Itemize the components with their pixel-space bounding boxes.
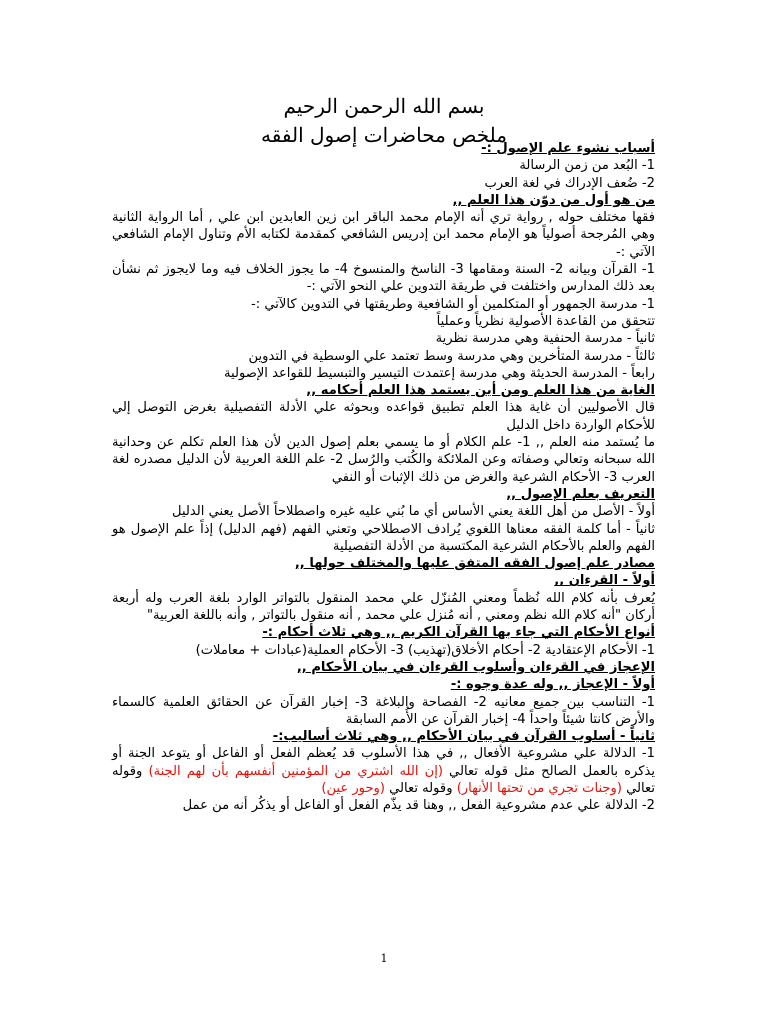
section-heading (112, 382, 655, 399)
section-heading (112, 140, 655, 157)
section-heading (112, 624, 655, 641)
text-segment: 1- الدلالة علي مشروعية الأفعال ,, في هذا الأسلوب قد يُعظم الفعل أو الفاعل أو يتوعد الجنة أو يذكره بالعمل الصالح مثل قوله تعالي (112, 746, 655, 779)
text-line (112, 209, 655, 261)
text-segment: ثانياً - مدرسة الحنفية وهي مدرسة نظرية (435, 331, 655, 347)
text-line (112, 330, 655, 347)
text-segment: ثالثاً - مدرسة المتأخرين وهي مدرسة وسط تعتمد علي الوسطية في التدوين (248, 348, 655, 364)
text-segment: التعريف بعلم الإصول ,, (506, 486, 655, 502)
text-line (112, 434, 655, 486)
basmala-title: بسم الله الرحمن الرحيم (283, 94, 485, 118)
section-heading (112, 728, 655, 745)
text-line (112, 399, 655, 434)
text-segment: من هو أول من دوّن هذا العلم ,, (452, 192, 655, 208)
text-segment: وقوله تعالي (112, 763, 655, 796)
text-segment: 2- ضُعف الإدراك في لغة العرب (484, 175, 655, 191)
quran-verse: (وحور عين) (321, 780, 385, 796)
section-heading (112, 659, 655, 676)
text-segment: أولاً - القرءان ,, (554, 573, 655, 589)
section-heading (112, 486, 655, 503)
text-line (112, 175, 655, 192)
text-line (112, 261, 655, 296)
section-heading (112, 555, 655, 572)
text-segment: رابعاً - المدرسة الحديثة وهي مدرسة إعتمدت التيسير والتبسيط للقواعد الإصولية (223, 365, 655, 381)
text-segment: 1- مدرسة الجمهور أو المتكلمين أو الشافعية وطريقتها في التدوين كالآتي :- (251, 296, 655, 312)
text-line (112, 348, 655, 365)
text-line (112, 642, 655, 659)
text-segment: 1- الأحكام الإعتقادية 2- أحكام الأخلاق(تهذيب) 3- الأحكام العملية(عبادات + معاملات) (195, 642, 655, 658)
text-segment: أنواع الأحكام التي جاء بها القرآن الكريم ,, وهي ثلاث أحكام :- (262, 625, 655, 641)
section-heading (112, 572, 655, 589)
quran-verse: (وجنات تجري من تحتها الأنهار) (456, 780, 622, 796)
text-segment: أولاً - الإعجاز ,, وله عدة وجوه :- (450, 677, 655, 693)
text-segment: فقها مختلف حوله , رواية تري أنه الإمام محمد الباقر ابن زين العابدين ابن علي , أما الرواية الثانية وهي المُرجحة أصولياً هو الإمام محمد ابن إدريس الشافعي كمقدمة لكتابه الأم وتناول الإمام الشافعي الآتي :- (112, 210, 655, 260)
text-segment: أسباب نشوء علم الإصول :- (481, 141, 655, 156)
text-line (112, 797, 655, 814)
quran-verse: (إن الله اشتري من المؤمنين أنفسهم بأن لهم الجنة) (148, 763, 443, 779)
text-segment: 2- الدلالة علي عدم مشروعية الفعل ,, وهنا قد يذّم الفعل أو الفاعل أو يذكُر أنه من عمل (182, 798, 655, 814)
text-segment: يُعرف بأنه كلام الله نُظماً ومعني المُنزّل علي محمد المنقول بالتواتر الوارد بلغة العرب وله أربعة أركان "أنه كلام الله نظم ومعني , أنه مُنزل علي محمد , أنه منقول بالتواتر , وأنه باللغة العربية" (112, 590, 655, 624)
text-line (112, 590, 655, 625)
text-segment: تتحقق من القاعدة الأصولية نظرياً وعملياً (436, 313, 655, 329)
text-segment: ثانياً - أما كلمة الفقه معناها اللغوي يُرادف الاصطلاحي وتعني الفهم (فهم الدليل) إذاً علم الإصول هو الفهم والعلم بالأحكام الشرعية المكتسبة من الأدلة التفصيلية (112, 521, 655, 554)
text-line (112, 313, 655, 330)
text-segment: 1- البُعد من زمن الرسالة (519, 158, 655, 174)
text-line (112, 157, 655, 174)
text-segment: الإعجاز في القرءان وأسلوب القرءان في بيان الأحكام ,, (296, 659, 655, 675)
text-segment: ما يُستمد منه العلم ,, 1- علم الكلام أو ما يسمي بعلم إصول الدين لأن هذا العلم تكلم عن وحدانية الله سبحانه وتعالي وصفاته وعن الملائكة والكُتب والرُسل 2- علم اللغة العربية لأن الدليل مصدره لغة العرب 3- الأحكام الشرعية والغرض من ذلك الإثبات أو النفي (112, 435, 655, 485)
text-segment: ثانياً - أسلوب القرآن في بيان الأحكام ,, وهي ثلاث أساليب:- (272, 729, 655, 745)
text-line (112, 694, 655, 729)
section-heading (112, 676, 655, 693)
text-line (112, 296, 655, 313)
text-line (112, 745, 655, 797)
text-segment: مصادر علم إصول الفقه المتفق عليها والمختلف حولها ,, (294, 556, 655, 572)
section-heading (112, 192, 655, 209)
text-line (112, 365, 655, 382)
document-title: ملخص محاضرات إصول الفقه (261, 123, 507, 147)
text-segment: 1- القرآن وبيانه 2- السنة ومقامها 3- الناسخ والمنسوخ 4- ما يجوز الخلاف فيه وما لايجوز ثم نشأن بعد ذلك المدارس واختلفت في طريقة التدوين علي النحو الآتي :- (112, 262, 656, 295)
text-segment: قال الأصوليين أن غاية هذا العلم تطبيق قواعده وبحوثه علي الأدلة التفصيلية بغرض التوصل إلي للأحكام الواردة داخل الدليل (112, 400, 655, 433)
text-segment: أولاً - الأصل من أهل اللغة يعني الأساس أي ما بُني عليه غيره واصطلاحاً الأصل يعني الدليل (172, 504, 655, 520)
text-line (112, 521, 655, 556)
text-segment: الغاية من هذا العلم ومن أين يستمد هذا العلم أحكامه ,, (306, 383, 655, 399)
document-body (112, 140, 655, 815)
text-segment: وقوله تعالي (384, 780, 457, 796)
text-line (112, 503, 655, 520)
text-segment: 1- التناسب بين جميع معانيه 2- الفصاحة والبلاغة 3- إخبار القرآن عن الحقائق العلمية كالسماء والأرض كانتا شيئاً واحداً 4- إخبار القرآن عن الأُمم السابقة (112, 694, 655, 727)
page-number: 1 (380, 952, 388, 965)
